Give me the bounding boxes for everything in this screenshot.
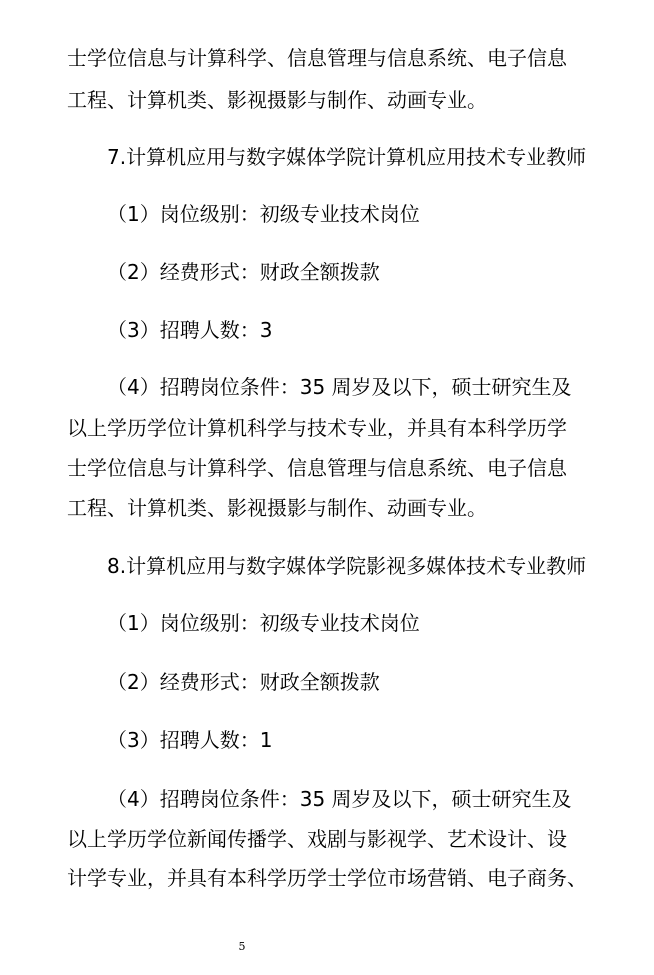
paragraph-line: 计学专业，并具有本科学历学士学位市场营销、电子商务、 <box>67 866 587 890</box>
paragraph-line: 工程、计算机类、影视摄影与制作、动画专业。 <box>67 88 487 112</box>
list-item: （1）岗位级别：初级专业技术岗位 <box>107 611 420 635</box>
paragraph-line: 以上学历学位计算机科学与技术专业，并具有本科学历学 <box>67 416 567 440</box>
list-item: （4）招聘岗位条件：35 周岁及以下，硕士研究生及 <box>107 787 572 811</box>
paragraph-line: 士学位信息与计算科学、信息管理与信息系统、电子信息 <box>67 456 567 480</box>
paragraph-line: 士学位信息与计算科学、信息管理与信息系统、电子信息 <box>67 46 567 70</box>
paragraph-line: 工程、计算机类、影视摄影与制作、动画专业。 <box>67 496 487 520</box>
section-heading: 7.计算机应用与数字媒体学院计算机应用技术专业教师 <box>107 145 587 169</box>
list-item: （2）经费形式：财政全额拨款 <box>107 260 380 284</box>
list-item: （3）招聘人数：1 <box>107 728 273 752</box>
list-item: （4）招聘岗位条件：35 周岁及以下，硕士研究生及 <box>107 375 572 399</box>
list-item: （2）经费形式：财政全额拨款 <box>107 670 380 694</box>
paragraph-line: 以上学历学位新闻传播学、戏剧与影视学、艺术设计、设 <box>67 827 567 851</box>
page-number: 5 <box>238 940 246 953</box>
list-item: （1）岗位级别：初级专业技术岗位 <box>107 202 420 226</box>
section-heading: 8.计算机应用与数字媒体学院影视多媒体技术专业教师 <box>107 554 587 578</box>
list-item: （3）招聘人数：3 <box>107 318 273 342</box>
